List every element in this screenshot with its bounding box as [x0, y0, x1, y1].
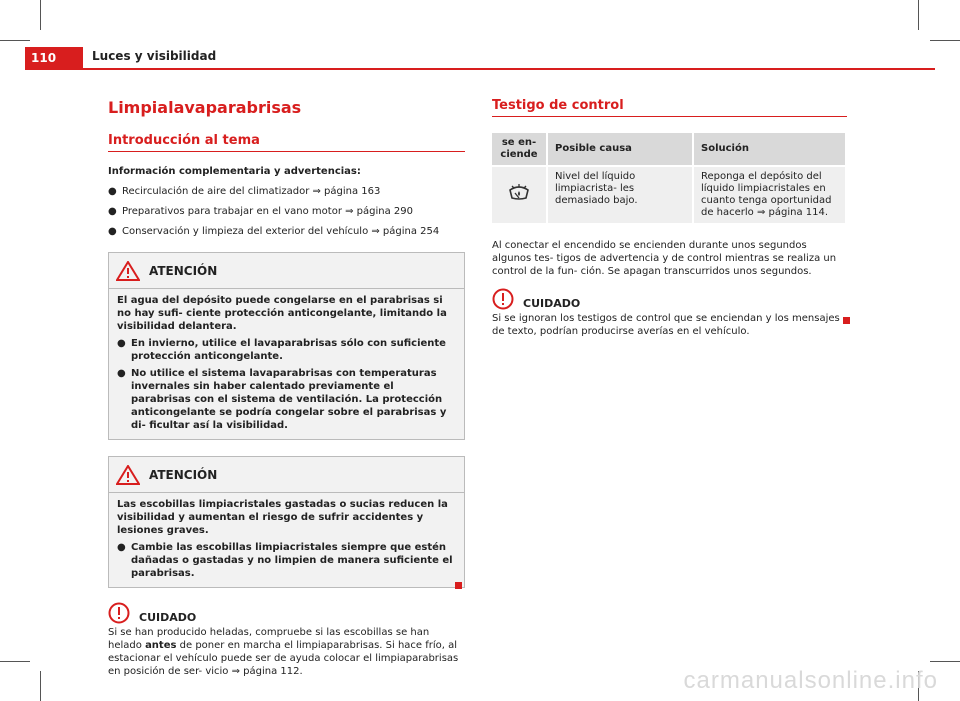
- warning-box: [108, 252, 465, 440]
- warning-title: ATENCIÓN: [149, 468, 218, 482]
- caution-text: Si se ignoran los testigos de control que se enciendan y los mensajes de texto, podrían producirse averías en el vehículo.: [492, 313, 840, 337]
- crop-mark: [0, 661, 30, 662]
- washer-fluid-icon: [507, 181, 531, 203]
- warning-title: ATENCIÓN: [149, 264, 218, 278]
- bullet-icon: ●: [108, 186, 117, 197]
- right-column: [492, 98, 847, 338]
- warning-text: El agua del depósito puede congelarse en el parabrisas si no hay sufi- ciente protección anticongelante, limitando la visibilidad delantera.: [117, 295, 447, 332]
- table-cell-solution: Reponga el depósito del líquido limpiacristales en cuanto tenga oportunidad de hacerlo ⇒ página 114.: [693, 166, 846, 223]
- list-item[interactable]: [108, 225, 465, 238]
- section-end-mark: [843, 317, 850, 324]
- warning-bullet-text: En invierno, utilice el lavaparabrisas sólo con suficiente protección anticongelante.: [131, 338, 446, 362]
- subsection-title: Testigo de control: [492, 98, 847, 117]
- crop-mark: [918, 0, 919, 30]
- warning-header: [109, 253, 464, 282]
- warning-bullet: [117, 367, 456, 432]
- column-header: Posible causa: [547, 133, 693, 166]
- crop-mark: [930, 661, 960, 662]
- warning-bullet: [117, 541, 456, 580]
- caution-text-part: de poner en marcha el limpiaparabrisas. Si hace frío, al estacionar el vehículo puede ser de ayuda colocar el limpiaparabrisas en posición de ser- vicio ⇒ página 112.: [108, 640, 459, 677]
- crop-mark: [0, 40, 30, 41]
- warning-box: [108, 456, 465, 588]
- table-header-row: [492, 133, 846, 166]
- warning-body: [109, 493, 464, 587]
- warning-triangle-icon: [116, 465, 140, 485]
- body-paragraph: Al conectar el encendido se encienden durante unos segundos algunos tes- tigos de advertencia y de control mientras se realiza un control de la fun- ción. Se apagan transcurridos unos segundos.: [492, 240, 837, 277]
- warning-bullet: [117, 337, 456, 363]
- caution-block: [492, 288, 847, 338]
- caution-block: [108, 602, 465, 678]
- caution-text-emphasis: antes: [145, 640, 177, 651]
- column-header: Solución: [693, 133, 846, 166]
- caution-text: [108, 626, 465, 678]
- table-row: [492, 166, 846, 223]
- page-number: 110: [25, 47, 83, 69]
- list-item[interactable]: [108, 185, 465, 198]
- crop-mark: [40, 671, 41, 701]
- bullet-icon: ●: [117, 338, 126, 349]
- bullet-icon: ●: [108, 206, 117, 217]
- caution-title: CUIDADO: [523, 296, 581, 310]
- table-cell-icon: [492, 166, 547, 223]
- watermark: carmanualsonline.info: [683, 667, 938, 694]
- subsection-title: Introducción al tema: [108, 133, 465, 152]
- bullet-icon: ●: [117, 542, 126, 553]
- section-title: Limpialavaparabrisas: [108, 98, 302, 117]
- warning-bullet-text: No utilice el sistema lavaparabrisas con temperaturas invernales sin haber calentado previamente el parabrisas con el sistema de ventilación. La protección anticongelante se podría congelar sobre el parabrisas y di- ficultar así la visibilidad.: [131, 368, 447, 431]
- bullet-icon: ●: [117, 368, 126, 379]
- warning-body: [109, 289, 464, 439]
- info-heading: Información complementaria y advertencias:: [108, 166, 361, 177]
- warning-header: [109, 457, 464, 486]
- bullet-icon: ●: [108, 226, 117, 237]
- control-light-table: [492, 133, 847, 223]
- column-header: se en- ciende: [492, 133, 547, 166]
- crop-mark: [930, 40, 960, 41]
- section-end-mark: [455, 582, 462, 589]
- caution-header: [108, 602, 465, 624]
- running-header-title: Luces y visibilidad: [92, 49, 217, 63]
- caution-text-part: Si se han producido heladas, compruebe si las escobillas se han helado: [108, 627, 430, 651]
- list-item-text: Preparativos para trabajar en el vano motor ⇒ página 290: [122, 206, 414, 217]
- list-item-text: Recirculación de aire del climatizador ⇒ página 163: [122, 186, 381, 197]
- caution-title: CUIDADO: [139, 610, 197, 624]
- caution-icon: [108, 602, 130, 624]
- list-item-text: Conservación y limpieza del exterior del vehículo ⇒ página 254: [122, 226, 440, 237]
- warning-bullet-text: Cambie las escobillas limpiacristales siempre que estén dañadas o gastadas y no limpien de manera suficiente el parabrisas.: [131, 542, 453, 579]
- header-rule: [25, 68, 935, 70]
- warning-text: Las escobillas limpiacristales gastadas o sucias reducen la visibilidad y aumentan el riesgo de sufrir accidentes y lesiones graves.: [117, 499, 448, 536]
- warning-triangle-icon: [116, 261, 140, 281]
- left-column: [108, 98, 465, 678]
- caution-header: [492, 288, 847, 310]
- list-item[interactable]: [108, 205, 465, 218]
- caution-icon: [492, 288, 514, 310]
- crop-mark: [40, 0, 41, 30]
- table-cell-cause: Nivel del líquido limpiacrista- les demasiado bajo.: [547, 166, 693, 223]
